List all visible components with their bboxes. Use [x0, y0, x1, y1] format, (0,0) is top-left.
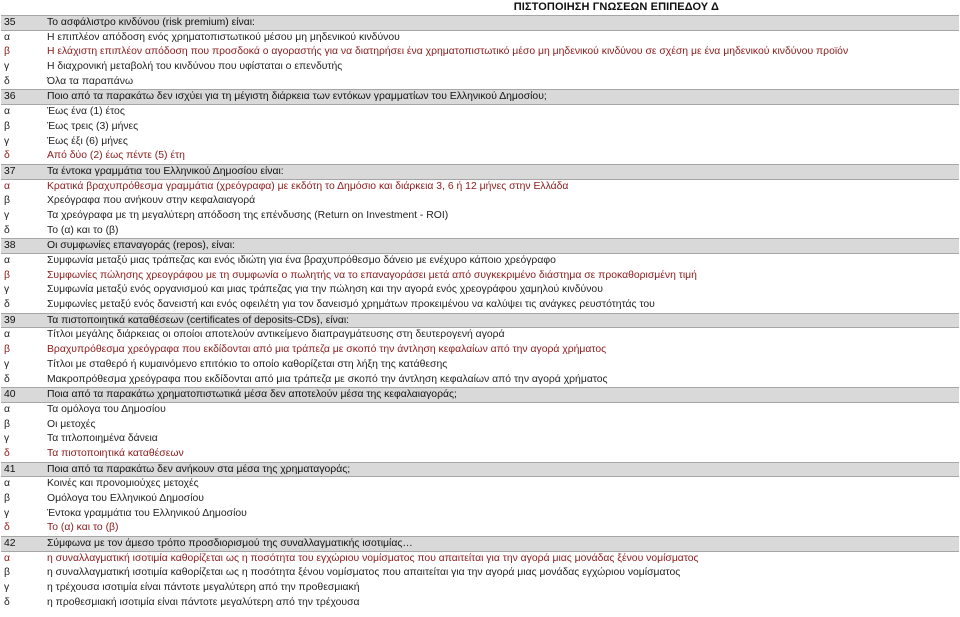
answer-row	[1, 373, 959, 388]
answer-text: Μακροπρόθεσμα χρεόγραφα που εκδίδονται από μια τράπεζα με σκοπό την άντληση κεφαλαίων από την αγορά χρήματος	[47, 373, 608, 385]
answer-letter: γ	[4, 135, 10, 147]
answer-text: Έντοκα γραμμάτια του Ελληνικού Δημοσίου	[47, 507, 247, 519]
question-row	[1, 238, 959, 254]
answer-row	[1, 581, 959, 596]
answer-text: Τα τιτλοποιημένα δάνεια	[47, 433, 158, 445]
question-text: Το ασφάλιστρο κινδύνου (risk premium) είναι:	[47, 17, 255, 28]
answer-text: Κρατικά βραχυπρόθεσμα γραμμάτια (χρεόγραφα) με εκδότη το Δημόσιο και διάρκεια 3, 6 ή 12 μήνες στην Ελλάδα	[47, 180, 569, 192]
answer-letter: α	[4, 180, 11, 192]
answer-letter: β	[4, 195, 10, 207]
answer-row	[1, 283, 959, 298]
answer-row	[1, 447, 959, 462]
answer-row	[1, 120, 959, 135]
answer-letter: γ	[4, 582, 10, 594]
answer-text: Η διαχρονική μεταβολή του κινδύνου που υφίσταται ο επενδυτής	[47, 61, 343, 73]
answer-letter: α	[4, 552, 11, 564]
answer-text: Τα χρεόγραφα με τη μεγαλύτερη απόδοση της επένδυσης (Return on Investment - ROI)	[47, 209, 449, 221]
question-text: Ποια από τα παρακάτω δεν ανήκουν στα μέσα της χρηματαγοράς;	[47, 463, 351, 475]
question-list	[1, 15, 959, 611]
answer-row	[1, 358, 959, 373]
answer-row	[1, 75, 959, 90]
answer-row	[1, 224, 959, 239]
answer-text: Οι μετοχές	[47, 418, 96, 430]
answer-row	[1, 254, 959, 269]
question-number: 37	[4, 165, 16, 177]
answer-letter: γ	[4, 284, 10, 296]
answer-letter: δ	[4, 522, 10, 534]
question-row	[1, 15, 959, 31]
answer-text: η τρέχουσα ισοτιμία είναι πάντοτε μεγαλύτερη από την προθεσμιακή	[47, 582, 360, 594]
question-text: Τα έντοκα γραμμάτια του Ελληνικού Δημοσίου είναι:	[47, 165, 284, 177]
question-number: 42	[4, 538, 16, 550]
answer-text: Χρεόγραφα που ανήκουν στην κεφαλαιαγορά	[47, 195, 256, 207]
answer-row	[1, 298, 959, 313]
answer-letter: α	[4, 329, 11, 341]
answer-letter: γ	[4, 61, 10, 73]
question-number: 40	[4, 389, 16, 401]
question-number: 41	[4, 463, 16, 475]
question-row	[1, 536, 959, 552]
answer-letter: α	[4, 478, 11, 490]
answer-text: Κοινές και προνομιούχες μετοχές	[47, 478, 199, 490]
answer-text: Η επιπλέον απόδοση ενός χρηματοπιστωτικού μέσου μη μηδενικού κινδύνου	[47, 31, 400, 43]
answer-text: Ομόλογα του Ελληνικού Δημοσίου	[47, 493, 204, 504]
answer-text: Συμφωνίες μεταξύ ενός δανειστή και ενός οφειλέτη για τον δανεισμό χρημάτων προκειμένου να καλύψει τις ανάγκες ρευστότητάς του	[47, 299, 655, 311]
answer-letter: δ	[4, 150, 10, 162]
answer-letter: β	[4, 269, 10, 281]
answer-row	[1, 403, 959, 418]
header	[1, 1, 959, 15]
answer-letter: δ	[4, 447, 10, 459]
answer-letter: δ	[4, 75, 10, 87]
answer-row	[1, 566, 959, 581]
question-number: 38	[4, 240, 16, 252]
answer-letter: δ	[4, 224, 10, 236]
answer-letter: γ	[4, 358, 10, 370]
answer-text: Συμφωνία μεταξύ μιας τράπεζας και ενός ιδιώτη για ένα βραχυπρόθεσμο δάνειο με ενέχυρο κάποιο χρεόγραφο	[47, 255, 556, 266]
answer-row	[1, 507, 959, 522]
answer-row	[1, 31, 959, 46]
answer-text: η συναλλαγματική ισοτιμία καθορίζεται ως η ποσότητα του εγχώριου νομίσματος που απαιτείται για την αγορά μιας μονάδας ξένου νομίσματος	[47, 552, 699, 564]
answer-row	[1, 552, 959, 567]
answer-letter: β	[4, 120, 10, 132]
answer-text: Συμφωνία μεταξύ ενός οργανισμού και μιας τράπεζας για την πώληση και την αγορά ενός χρεογράφου χαμηλού κινδύνου	[47, 284, 603, 296]
question-number: 36	[4, 91, 16, 103]
question-text: Ποιο από τα παρακάτω δεν ισχύει για τη μέγιστη διάρκεια των εντόκων γραμματίων του Ελληνικού Δημοσίου;	[47, 91, 547, 103]
question-row	[1, 164, 959, 180]
answer-letter: β	[4, 493, 10, 504]
answer-text: Έως έξι (6) μήνες	[47, 135, 128, 147]
question-text: Ποια από τα παρακάτω χρηματοπιστωτικά μέσα δεν αποτελούν μέσα της κεφαλαιαγοράς;	[47, 389, 457, 401]
answer-text: Τίτλοι μεγάλης διάρκειας οι οποίοι αποτελούν αντικείμενο διαπραγμάτευσης στη δευτερογενή αγορά	[47, 329, 505, 341]
answer-row	[1, 521, 959, 536]
answer-row	[1, 343, 959, 358]
answer-letter: α	[4, 403, 11, 415]
answer-row	[1, 60, 959, 75]
question-row	[1, 387, 959, 403]
question-text: Τα πιστοποιητικά καταθέσεων (certificates of deposits-CDs), είναι:	[47, 314, 350, 326]
answer-text: Τίτλοι με σταθερό ή κυμαινόμενο επιτόκιο το οποίο καθορίζεται στη λήξη της κατάθεσης	[47, 358, 448, 370]
question-row	[1, 89, 959, 105]
answer-letter: β	[4, 46, 10, 58]
answer-row	[1, 149, 959, 164]
answer-row	[1, 432, 959, 447]
answer-text: Η ελάχιστη επιπλέον απόδοση που προσδοκά ο αγοραστής για να διατηρήσει ένα χρηματοπιστωτικό μέσο μη μηδενικού κινδύνου σε σχέση με ένα μηδενικού κινδύνου προϊόν	[47, 46, 849, 58]
answer-row	[1, 492, 959, 507]
answer-letter: α	[4, 255, 11, 266]
answer-row	[1, 596, 959, 611]
answer-letter: γ	[4, 507, 10, 519]
quiz-sheet	[1, 1, 959, 615]
answer-letter: α	[4, 31, 11, 43]
answer-letter: β	[4, 418, 10, 430]
answer-text: η συναλλαγματική ισοτιμία καθορίζεται ως η ποσότητα ξένου νομίσματος που απαιτείται για την αγορά μιας μονάδας εγχώριου νομίσματος	[47, 567, 681, 579]
answer-row	[1, 105, 959, 120]
answer-letter: δ	[4, 299, 10, 311]
question-row	[1, 462, 959, 478]
question-text: Οι συμφωνίες επαναγοράς (repos), είναι:	[47, 240, 235, 252]
answer-text: Από δύο (2) έως πέντε (5) έτη	[47, 150, 185, 162]
answer-text: Το (α) και το (β)	[47, 522, 119, 534]
answer-row	[1, 135, 959, 150]
answer-text: Βραχυπρόθεσμα χρεόγραφα που εκδίδονται από μια τράπεζα με σκοπό την άντληση κεφαλαίων από την αγορά χρήματος	[47, 344, 607, 356]
page-title: ΠΙΣΤΟΠΟΙΗΣΗ ΓΝΩΣΕΩΝ ΕΠΙΠΕΔΟΥ Δ	[513, 1, 719, 13]
answer-row	[1, 477, 959, 492]
question-text: Σύμφωνα με τον άμεσο τρόπο προσδιορισμού της συναλλαγματικής ισοτιμίας…	[47, 538, 413, 550]
answer-text: Έως τρεις (3) μήνες	[47, 120, 139, 132]
answer-text: Το (α) και το (β)	[47, 224, 119, 236]
answer-row	[1, 209, 959, 224]
answer-row	[1, 269, 959, 284]
answer-text: η προθεσμιακή ισοτιμία είναι πάντοτε μεγαλύτερη από την τρέχουσα	[47, 596, 360, 608]
answer-row	[1, 418, 959, 433]
answer-text: Έως ένα (1) έτος	[47, 106, 125, 118]
answer-row	[1, 45, 959, 60]
question-number: 35	[4, 17, 16, 28]
answer-letter: β	[4, 567, 10, 579]
answer-letter: δ	[4, 373, 10, 385]
answer-text: Όλα τα παραπάνω	[47, 75, 134, 87]
answer-row	[1, 180, 959, 195]
answer-text: Συμφωνίες πώλησης χρεογράφου με τη συμφωνία ο πωλητής να το επαναγοράσει μετά από συγκεκριμένο διάστημα σε προκαθορισμένη τιμή	[47, 269, 697, 281]
answer-letter: δ	[4, 596, 10, 608]
answer-letter: γ	[4, 209, 10, 221]
answer-letter: γ	[4, 433, 10, 445]
question-number: 39	[4, 314, 16, 326]
answer-text: Τα ομόλογα του Δημοσίου	[47, 403, 166, 415]
answer-letter: β	[4, 344, 10, 356]
answer-row	[1, 194, 959, 209]
question-row	[1, 313, 959, 329]
answer-text: Τα πιστοποιητικά καταθέσεων	[47, 447, 184, 459]
answer-letter: α	[4, 106, 11, 118]
answer-row	[1, 328, 959, 343]
